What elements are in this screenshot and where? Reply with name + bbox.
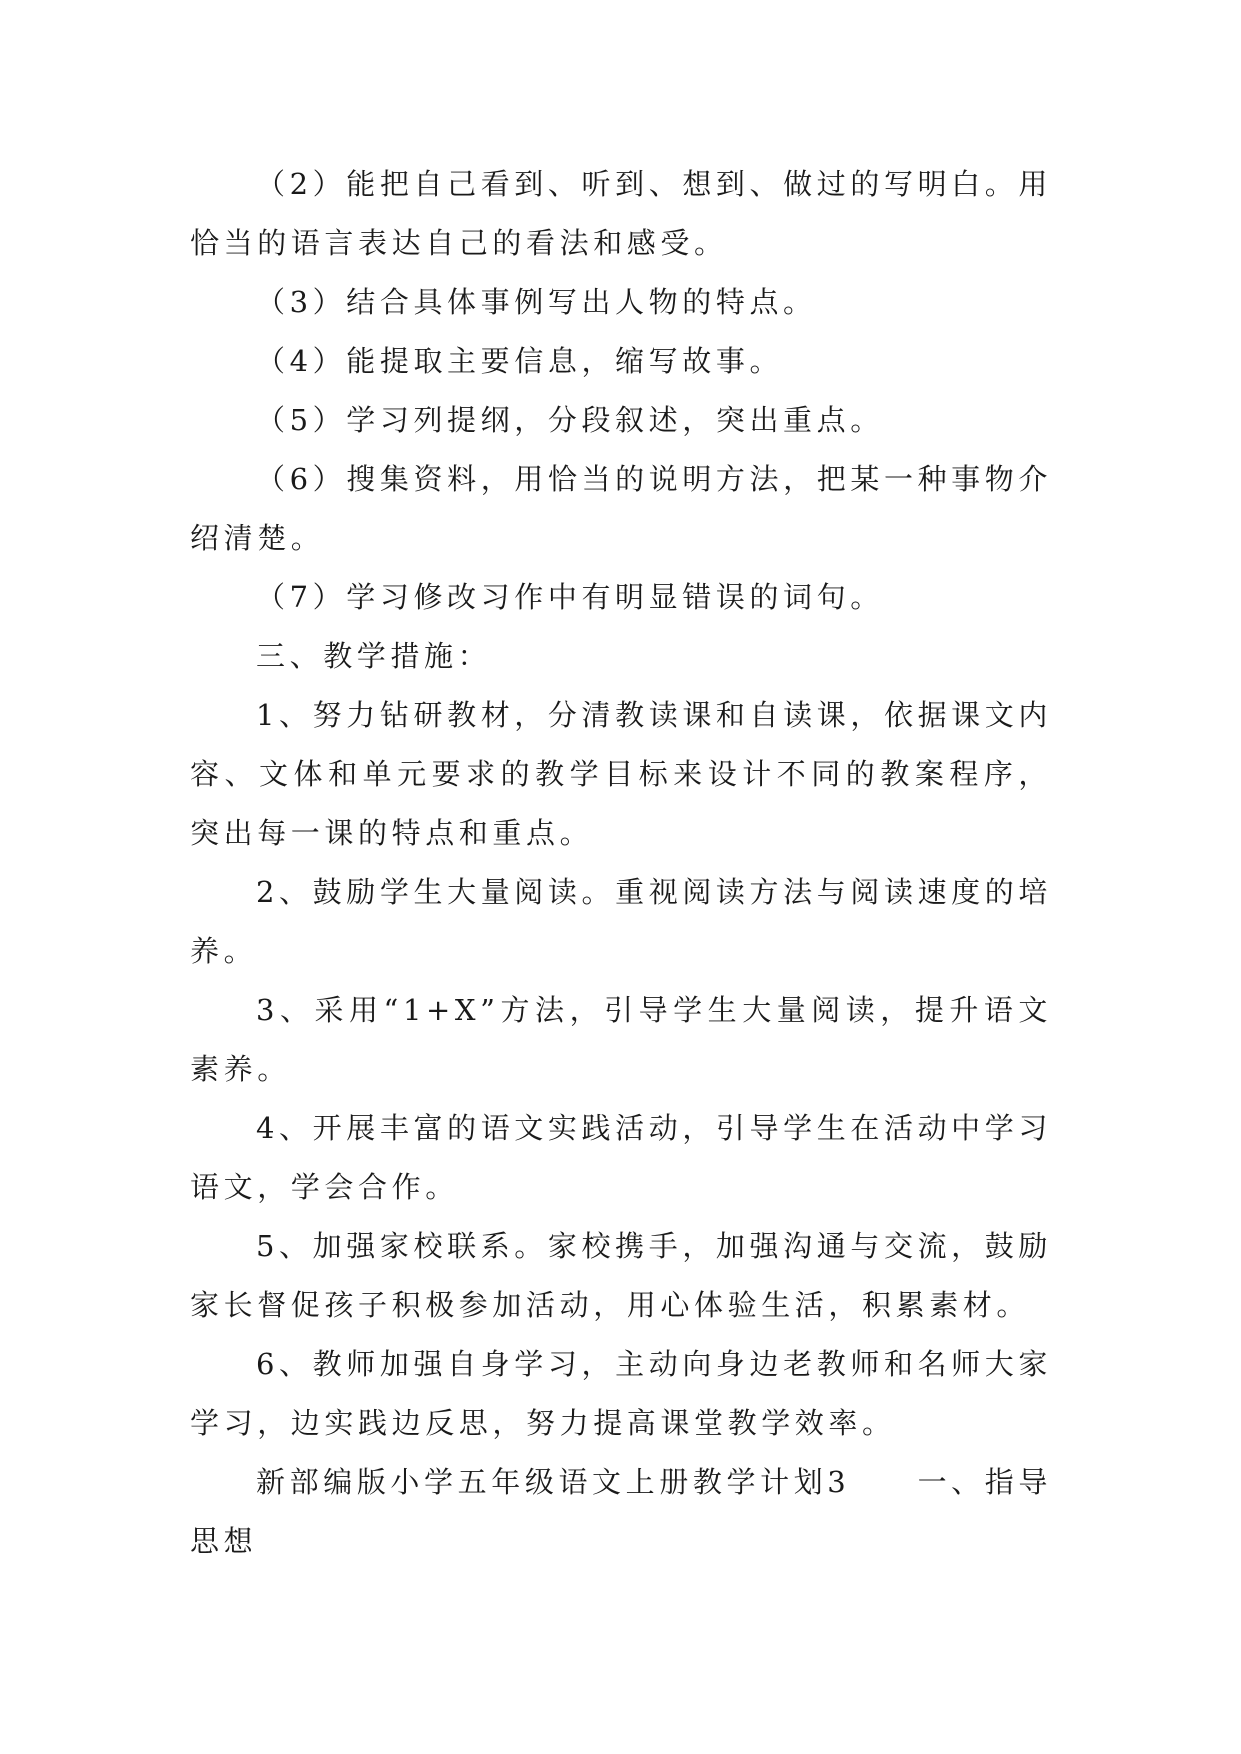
document-body [190, 155, 1052, 1571]
paragraph-goal-5: （5）学习列提纲，分段叙述，突出重点。 [256, 403, 884, 437]
paragraph-goal-6: （6）搜集资料，用恰当的说明方法，把某一种事物介绍清楚。 [190, 462, 1052, 555]
paragraph-plan-3-heading: 新部编版小学五年级语文上册教学计划3 一、指导思想 [190, 1465, 1052, 1558]
paragraph-goal-2: （2）能把自己看到、听到、想到、做过的写明白。用恰当的语言表达自己的看法和感受。 [190, 167, 1052, 260]
paragraph-measure-5: 5、加强家校联系。家校携手，加强沟通与交流，鼓励家长督促孩子积极参加活动，用心体验生活，积累素材。 [190, 1229, 1052, 1322]
section-heading-measures: 三、教学措施： [256, 639, 492, 673]
paragraph-measure-6: 6、教师加强自身学习，主动向身边老教师和名师大家学习，边实践边反思，努力提高课堂教学效率。 [190, 1347, 1052, 1440]
paragraph-measure-4: 4、开展丰富的语文实践活动，引导学生在活动中学习语文，学会合作。 [190, 1111, 1052, 1204]
paragraph-goal-3: （3）结合具体事例写出人物的特点。 [256, 285, 817, 319]
paragraph-measure-2: 2、鼓励学生大量阅读。重视阅读方法与阅读速度的培养。 [190, 875, 1052, 968]
paragraph-measure-1: 1、努力钻研教材，分清教读课和自读课，依据课文内容、文体和单元要求的教学目标来设计不同的教案程序，突出每一课的特点和重点。 [190, 698, 1052, 850]
paragraph-goal-7: （7）学习修改习作中有明显错误的词句。 [256, 580, 884, 614]
paragraph-measure-3: 3、采用“1+X”方法，引导学生大量阅读，提升语文素养。 [190, 993, 1052, 1086]
paragraph-goal-4: （4）能提取主要信息，缩写故事。 [256, 344, 784, 378]
